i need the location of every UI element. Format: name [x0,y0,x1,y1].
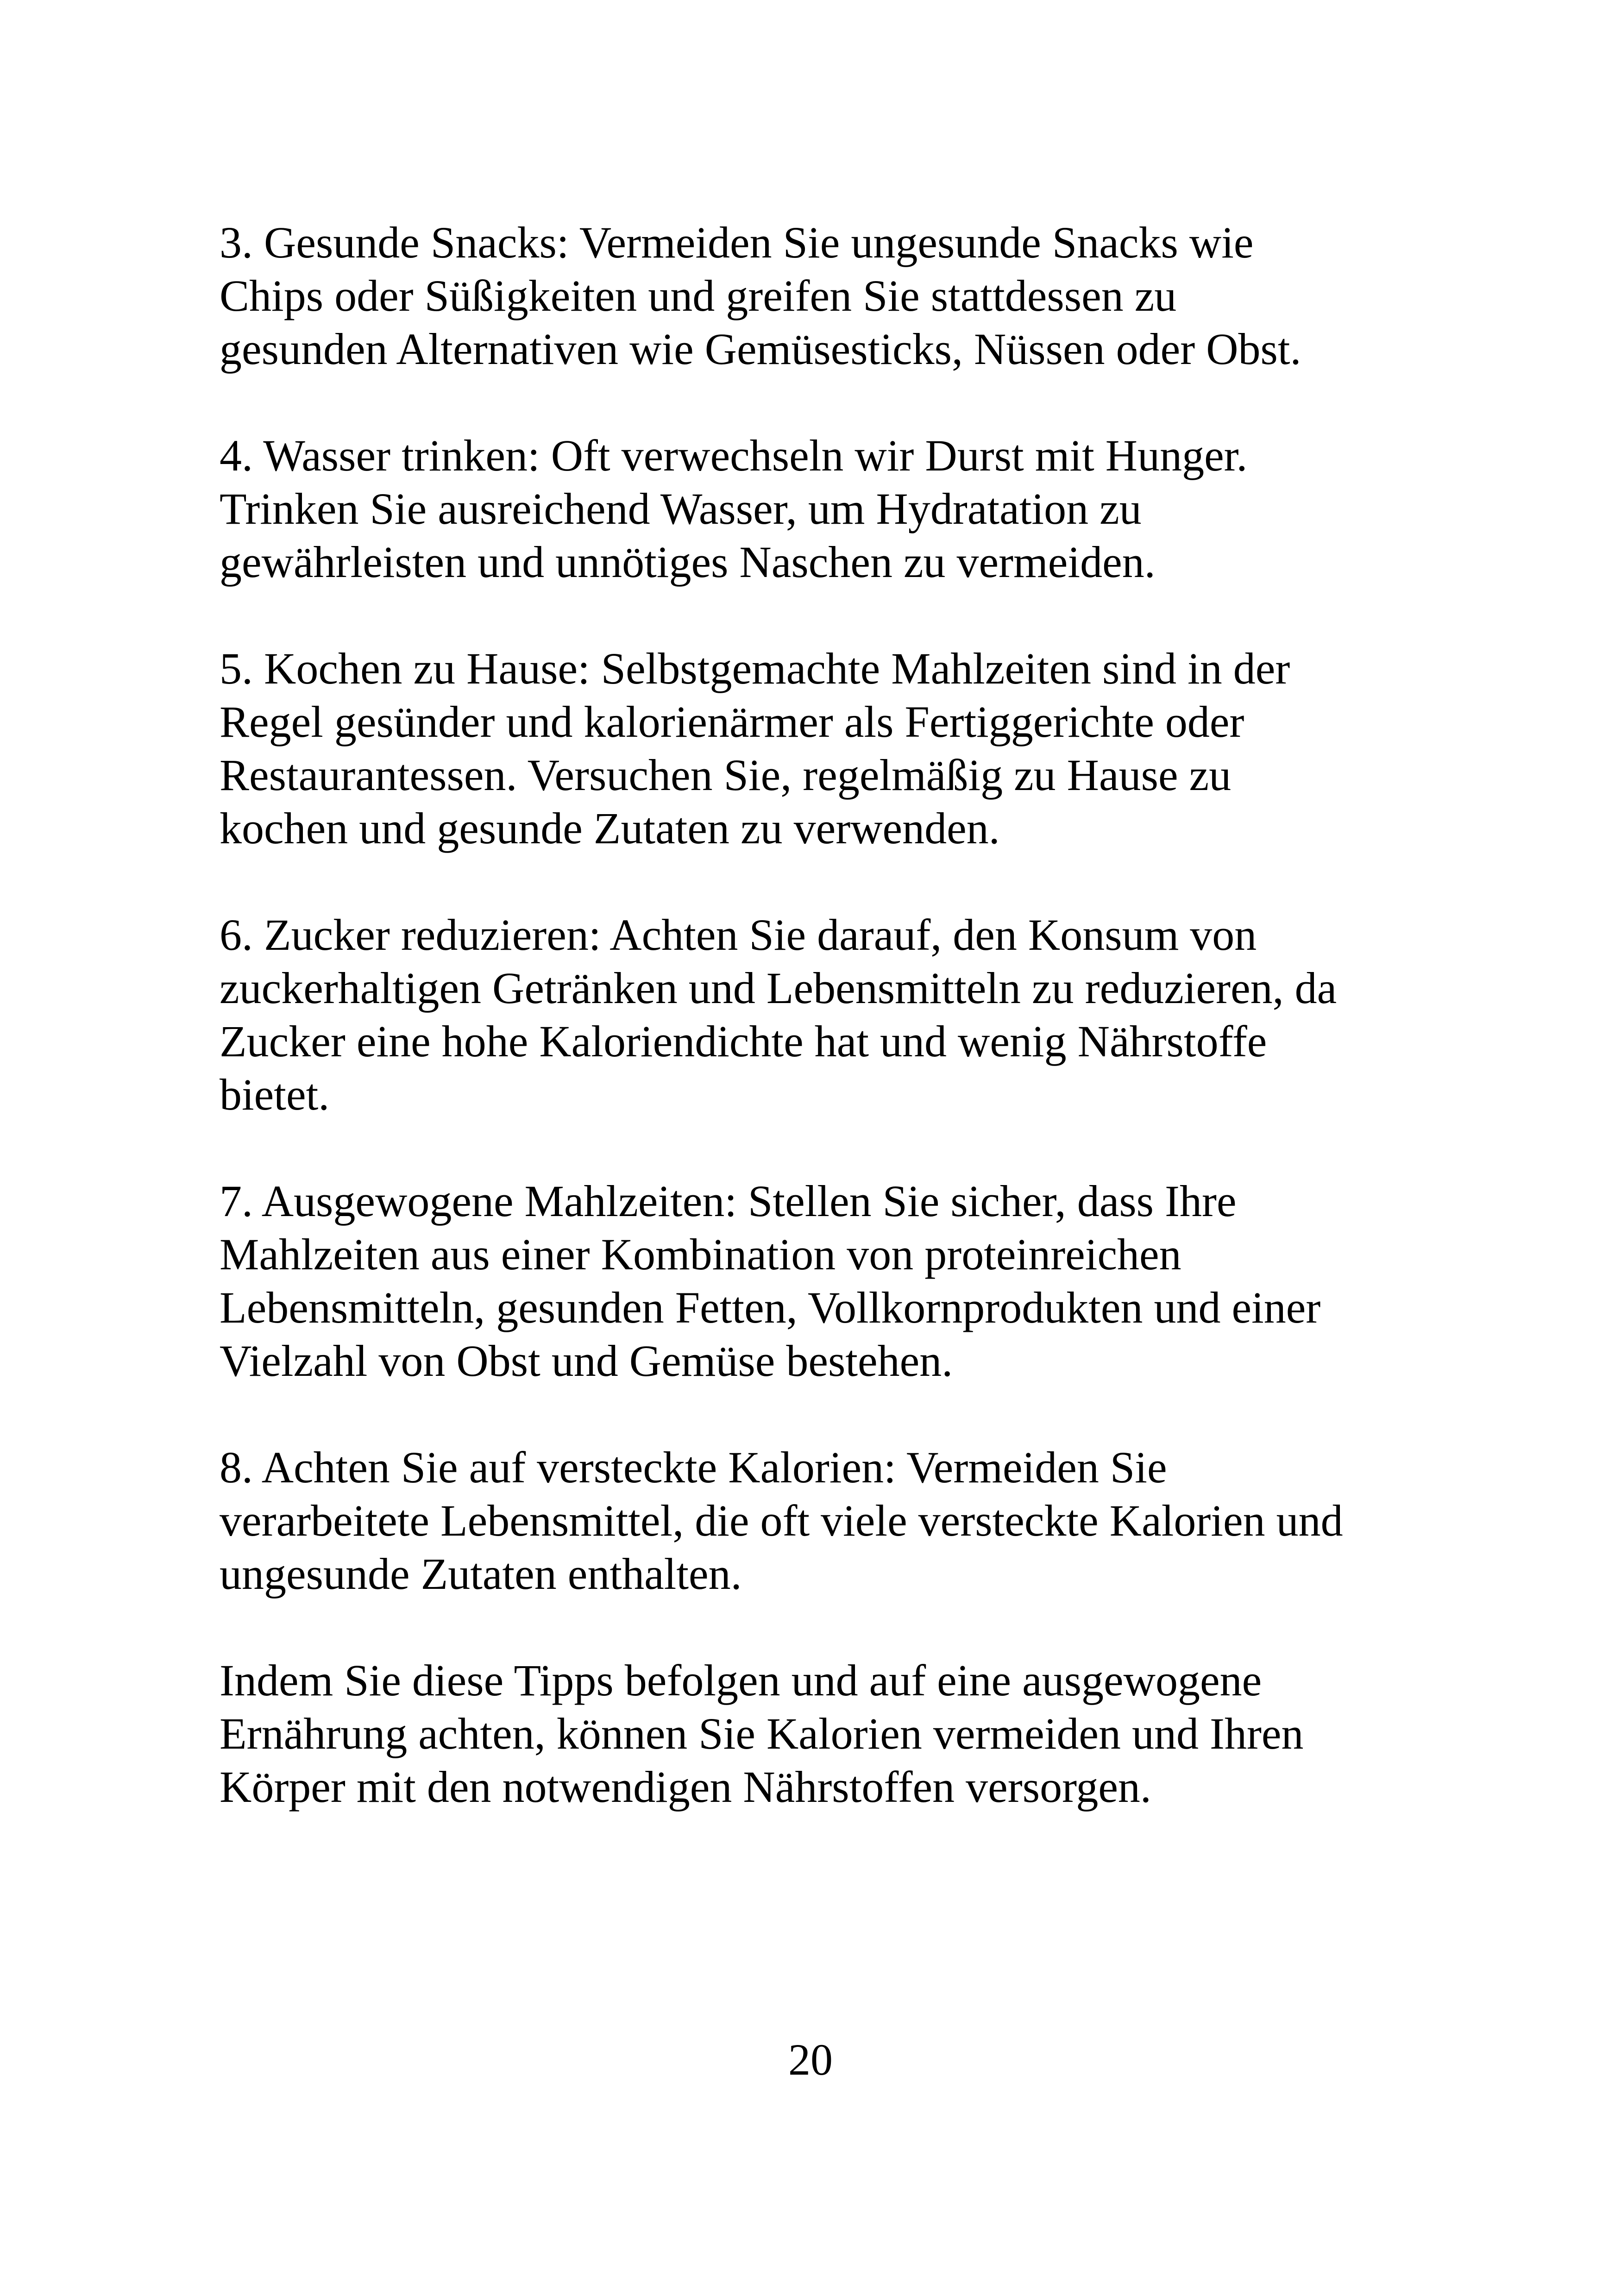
paragraph-tip-4 [220,429,1424,589]
paragraph-conclusion [220,1654,1424,1813]
text-line: 5. Kochen zu Hause: Selbstgemachte Mahlzeiten sind in der [220,644,1290,693]
text-line: Ernährung achten, können Sie Kalorien vermeiden und Ihren [220,1709,1304,1758]
page-body [220,216,1424,1813]
text-line: Körper mit den notwendigen Nährstoffen versorgen. [220,1762,1151,1812]
text-line: 8. Achten Sie auf versteckte Kalorien: Vermeiden Sie [220,1443,1167,1492]
page-number: 20 [788,2035,833,2084]
text-line: Indem Sie diese Tipps befolgen und auf eine ausgewogene [220,1656,1262,1705]
text-line: ungesunde Zutaten enthalten. [220,1549,742,1599]
text-line: Vielzahl von Obst und Gemüse bestehen. [220,1336,953,1386]
paragraph-tip-7 [220,1174,1424,1387]
text-line: gewährleisten und unnötiges Naschen zu vermeiden. [220,537,1156,587]
text-line: 7. Ausgewogene Mahlzeiten: Stellen Sie sicher, dass Ihre [220,1176,1237,1226]
text-line: gesunden Alternativen wie Gemüsesticks, Nüssen oder Obst. [220,324,1301,374]
text-line: zuckerhaltigen Getränken und Lebensmitteln zu reduzieren, da [220,963,1337,1013]
text-line: Chips oder Süßigkeiten und greifen Sie stattdessen zu [220,271,1177,320]
text-line: 4. Wasser trinken: Oft verwechseln wir Durst mit Hunger. [220,431,1248,480]
paragraph-tip-8 [220,1441,1424,1600]
text-line: bietet. [220,1070,330,1119]
text-line: Mahlzeiten aus einer Kombination von proteinreichen [220,1230,1181,1279]
text-line: Lebensmitteln, gesunden Fetten, Vollkornprodukten und einer [220,1283,1321,1332]
paragraph-tip-6 [220,908,1424,1121]
text-line: Restaurantessen. Versuchen Sie, regelmäßig zu Hause zu [220,750,1231,800]
text-line: verarbeitete Lebensmittel, die oft viele versteckte Kalorien und [220,1496,1343,1545]
text-line: Trinken Sie ausreichend Wasser, um Hydratation zu [220,484,1142,533]
text-line: 6. Zucker reduzieren: Achten Sie darauf, den Konsum von [220,910,1257,960]
text-line: kochen und gesunde Zutaten zu verwenden. [220,803,1000,853]
text-line: Zucker eine hohe Kaloriendichte hat und wenig Nährstoffe [220,1016,1267,1066]
text-line: 3. Gesunde Snacks: Vermeiden Sie ungesunde Snacks wie [220,218,1254,267]
paragraph-tip-3 [220,216,1424,376]
paragraph-tip-5 [220,642,1424,855]
text-line: Regel gesünder und kalorienärmer als Fertiggerichte oder [220,697,1244,747]
